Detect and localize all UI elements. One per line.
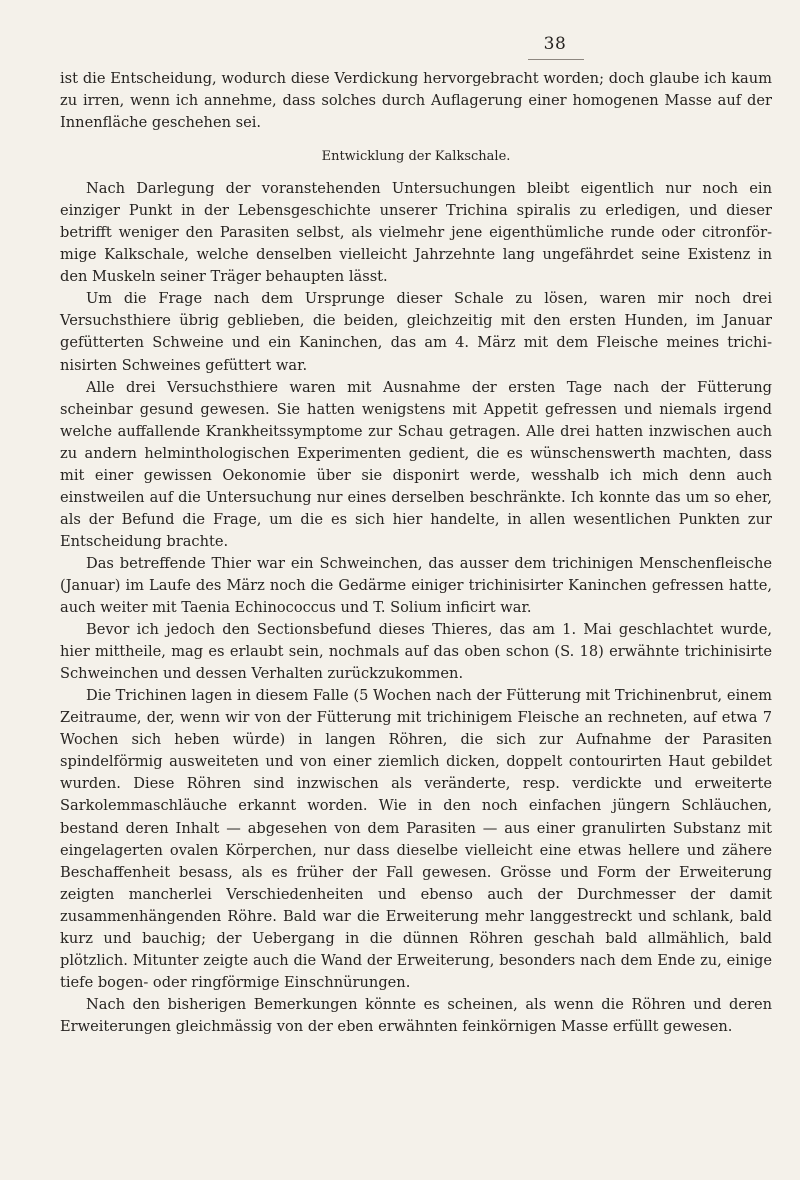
paragraph: Alle drei Versuchsthiere waren mit Ausnahme der ersten Tage nach der Fütterung scheinbar gesund gewesen. Sie hatten wenigstens mit Appetit gefressen und niemals irgend welche auffallende Krankheitssymptome zur Schau getragen. Alle drei hatten inzwischen auch zu andern helminthologischen Experimenten gedient, die es wünschenswerth machten, dass mit einer gewissen Oekonomie über sie disponirt werde, wesshalb ich mich denn auch einstweilen auf die Untersuchung nur eines derselben beschränkte. Ich konnte das um so eher, als der Befund die Frage, um die es sich hier handelte, in allen wesentlichen Punkten zur Entscheidung brachte. bbox=[60, 378, 772, 550]
paragraph: Um die Frage nach dem Ursprunge dieser Schale zu lösen, waren mir noch drei Versuchsthiere übrig geblieben, die beiden, gleichzeitig mit den ersten Hunden, im Januar gefütterten Schweine und ein Kaninchen, das am 4. März mit dem Fleische meines trichinisirten Schweines gefüttert war. bbox=[60, 290, 772, 374]
paragraph: Das betreffende Thier war ein Schweinchen, das ausser dem trichinigen Menschenfleische (Januar) im Laufe des März noch die Gedärme einiger trichinisirter Kaninchen gefressen hatte, auch weiter mit Taenia Echinococcus und T. Solium inficirt war. bbox=[60, 554, 772, 617]
header-rule bbox=[528, 59, 584, 60]
paragraph: Bevor ich jedoch den Sectionsbefund dieses Thieres, das am 1. Mai geschlachtet wurde, hier mittheile, mag es erlaubt sein, nochmals auf das oben schon (S. 18) erwähnte trichinisirte Schweinchen und dessen Verhalten zurückzukommen. bbox=[60, 621, 772, 683]
paragraph: Die Trichinen lagen in diesem Falle (5 Wochen nach der Fütterung mit Trichinenbrut, einem Zeitraume, der, wenn wir von der Fütterung mit trichinigem Fleische an rechneten, auf etwa 7 Wochen sich heben würde) in langen Röhren, die sich zur Aufnahme der Parasiten spindelförmig ausweiteten und von einer ziemlich dicken, doppelt contourirten Haut gebildet wurden. Diese Röhren sind inzwischen als veränderte, resp. verdickte und erweiterte Sarkolemmaschläuche erkannt worden. Wie in den noch einfachen jüngern Schläuchen, bestand deren Inhalt — abgesehen von dem Parasiten — aus einer granulirten Substanz mit eingelagerten ovalen Körperchen, nur dass dieselbe vielleicht eine etwas hellere und zähere Beschaffenheit besass, als es früher der Fall gewesen. Grösse und Form der Erweiterung zeigten mancherlei Verschiedenheiten und ebenso auch der Durchmesser der damit zusammenhängenden Röhre. Bald war die Erweiterung mehr langgestreckt und schlank, bald kurz und bauchig; der Uebergang in die dünnen Röhren geschah bald allmählich, bald plötzlich. Mitunter zeigte auch die Wand der Erweiterung, besonders nach dem Ende zu, einige tiefe bogen- oder ringförmige Einschnürungen. bbox=[60, 687, 772, 991]
paragraph: Nach den bisherigen Bemerkungen könnte es scheinen, als wenn die Röhren und deren Erweiterungen gleichmässig von der eben erwähnten feinkörnigen Masse erfüllt gewesen. bbox=[60, 995, 772, 1035]
section-heading: Entwicklung der Kalkschale. bbox=[321, 149, 511, 165]
page-number: 38 bbox=[543, 34, 567, 54]
body-text bbox=[60, 68, 772, 1038]
paragraph: Nach Darlegung der voranstehenden Untersuchungen bleibt eigentlich nur noch ein einziger Punkt in der Lebensgeschichte unserer Trichina spiralis zu erledigen, und dieser betrifft weniger den Parasiten selbst, als vielmehr jene eigenthümliche runde oder citronförmige Kalkschale, welche denselben vielleicht Jahrzehnte lang ungefährdet seine Existenz in den Muskeln seiner Träger behaupten lässt. bbox=[60, 180, 772, 286]
paragraph-continuation: ist die Entscheidung, wodurch diese Verdickung hervorgebracht worden; doch glaube ich kaum zu irren, wenn ich annehme, dass solches durch Auflagerung einer homogenen Masse auf der Innenfläche geschehen sei. bbox=[60, 70, 772, 132]
